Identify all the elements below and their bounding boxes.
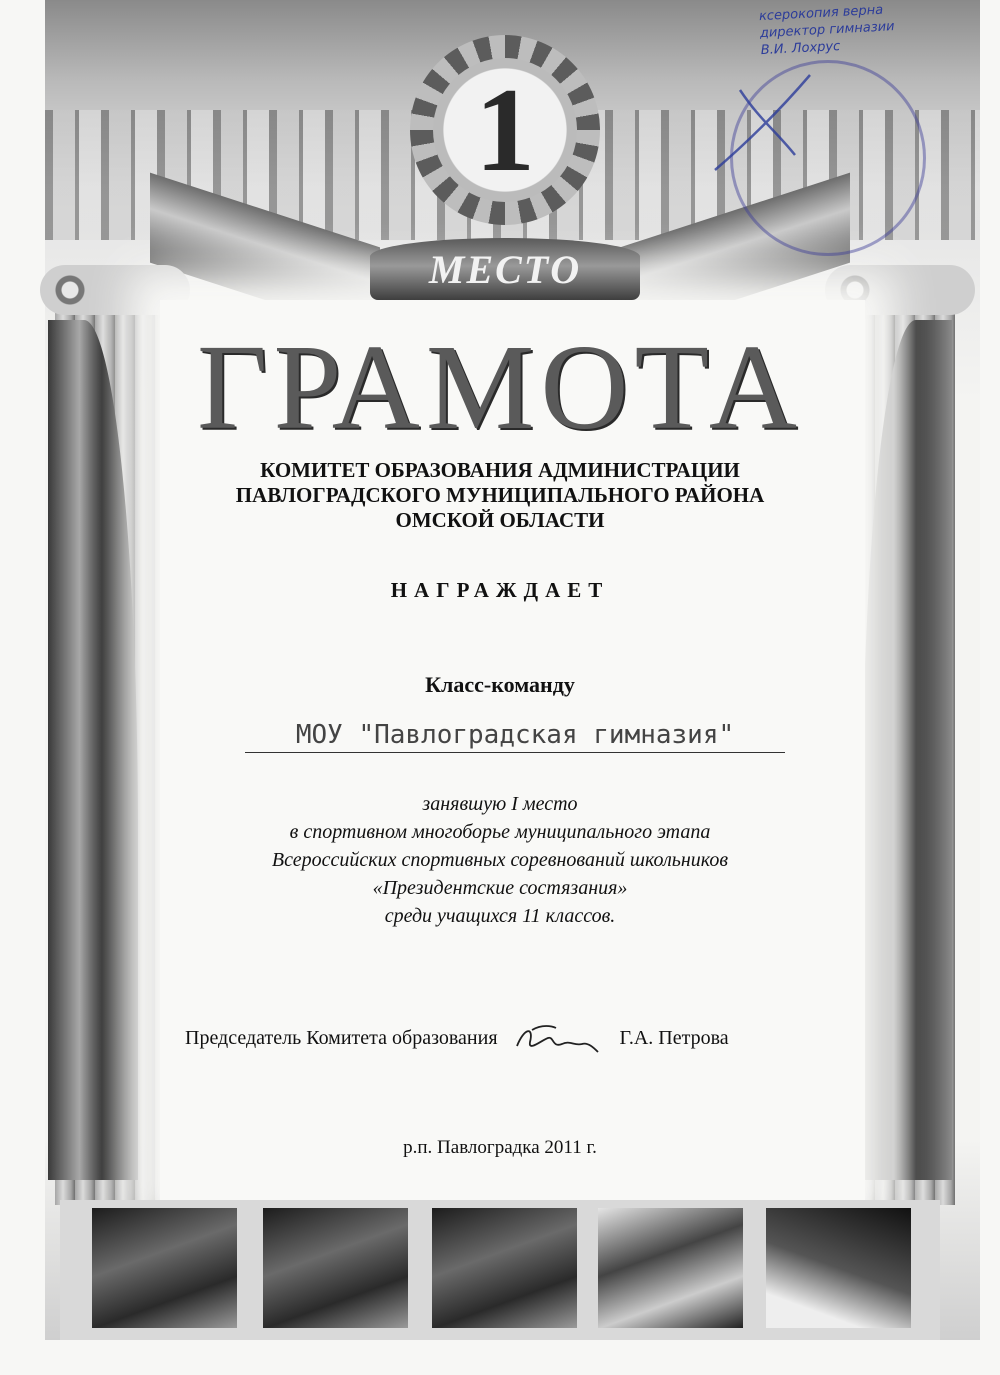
recipient-name: МОУ "Павлоградская гимназия" [245,708,785,753]
football-photo [432,1208,577,1328]
medal-number: 1 [475,63,535,196]
achievement-line: в спортивном многоборье муниципального этапа [289,821,711,843]
awards-heading: НАГРАЖДАЕТ [390,578,610,602]
tennis-photo [598,1208,743,1328]
handwritten-signature [512,1018,602,1058]
issuing-organization [0,458,1000,533]
note-line: ксерокопия верна [758,2,884,25]
achievement-line: занявшую I место [422,793,578,815]
medal-center [433,58,577,202]
signature-row [185,1018,795,1058]
cycling-photo [263,1208,408,1328]
swimming-photo [92,1208,237,1328]
signatory-position: Председатель Комитета образования [185,1026,498,1049]
signatory-name: Г.А. Петрова [619,1026,729,1049]
org-line: КОМИТЕТ ОБРАЗОВАНИЯ АДМИНИСТРАЦИИ [260,458,740,482]
recipient-type: Класс-команду [425,672,575,697]
achievement-text [0,790,1000,930]
skiing-photo [766,1208,911,1328]
org-line: ОМСКОЙ ОБЛАСТИ [395,508,605,532]
certificate-title: ГРАМОТА [196,320,803,455]
achievement-line: «Президентские состязания» [372,877,628,899]
place-banner [370,238,640,300]
org-line: ПАВЛОГРАДСКОГО МУНИЦИПАЛЬНОГО РАЙОНА [235,483,765,507]
place-and-date: р.п. Павлоградка 2011 г. [403,1137,597,1158]
signature-ink-stroke [700,70,820,180]
note-line: директор гимназии [759,19,895,42]
achievement-line: Всероссийских спортивных соревнований школьников [271,849,729,871]
achievement-line: среди учащихся 11 классов. [384,905,616,927]
note-line: В.И. Лохрус [760,38,841,59]
place-label: МЕСТО [428,246,582,292]
